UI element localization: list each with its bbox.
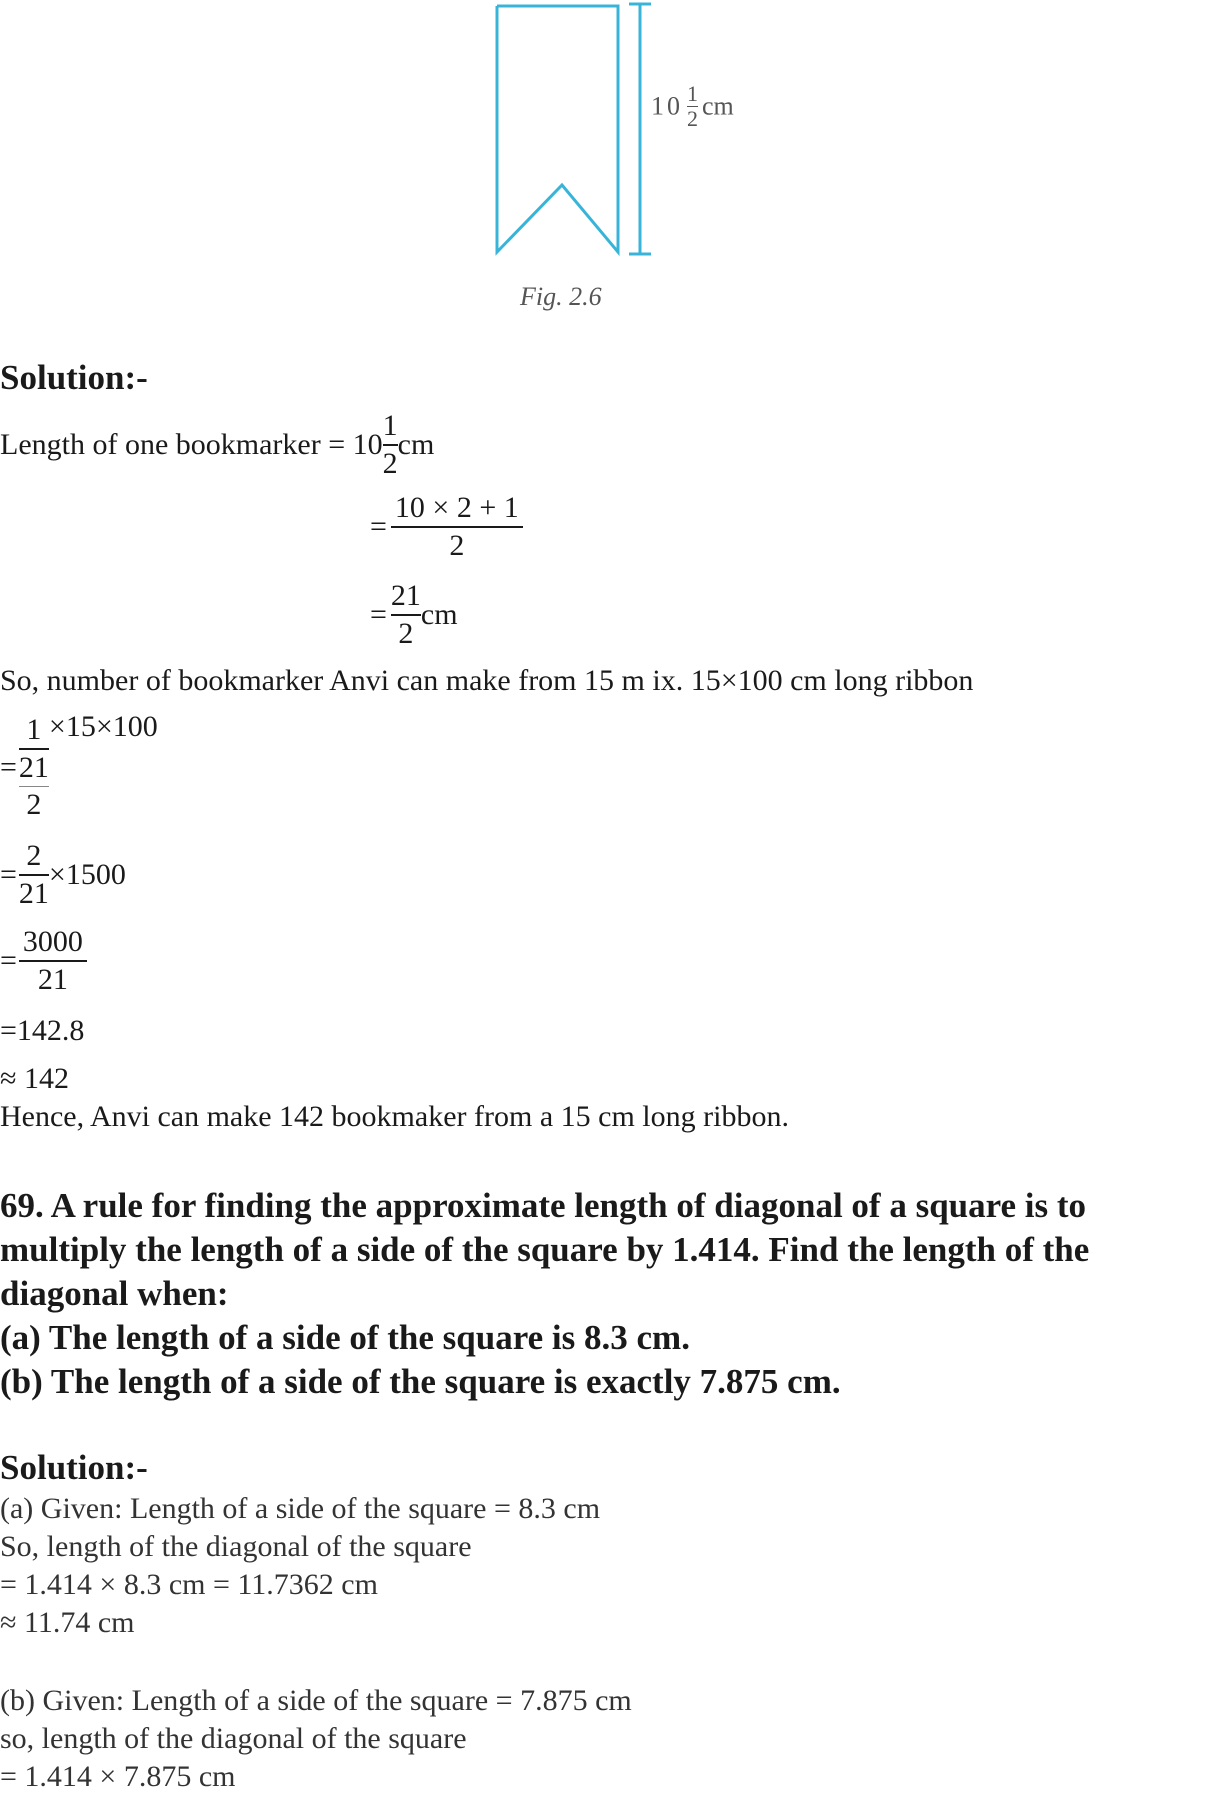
calc1-inner-num: 21 — [18, 751, 49, 784]
bookmark-shape — [497, 6, 618, 252]
step3-den: 2 — [398, 617, 414, 650]
dimension-line — [629, 4, 651, 254]
dimension-num: 1 — [687, 81, 698, 106]
calc1-complex-den — [19, 750, 49, 823]
step2-eq: = — [370, 510, 387, 543]
length-label: Length of one bookmarker = — [0, 428, 346, 461]
bookmark-figure — [480, 0, 780, 270]
calc3-num: 3000 — [22, 925, 83, 958]
sol2-b-line-1: (b) Given: Length of a side of the square = 7.875 cm — [0, 1684, 632, 1717]
sol2-a-line-3: = 1.414 × 8.3 cm = 11.7362 cm — [0, 1568, 378, 1601]
step3-unit: cm — [420, 598, 458, 631]
so-line: So, number of bookmarker Anvi can make from 15 m ix. 15×100 cm long ribbon — [0, 664, 974, 697]
sol2-a-line-4: ≈ 11.74 cm — [0, 1606, 135, 1639]
step3-fraction — [391, 578, 421, 652]
step3-line — [370, 578, 458, 652]
question-69-line-2: multiply the length of a side of the square by 1.414. Find the length of the — [0, 1230, 1090, 1269]
solution-heading-2: Solution:- — [0, 1448, 148, 1487]
length-unit: cm — [397, 428, 435, 461]
length-num: 1 — [382, 409, 398, 442]
step2-fraction — [391, 490, 523, 564]
calc2-line — [0, 838, 126, 912]
step3-num: 21 — [390, 579, 421, 612]
question-69-part-a: (a) The length of a side of the square is 8.3 cm. — [0, 1318, 690, 1357]
calc4-line: =142.8 — [0, 1014, 85, 1047]
sol2-b-line-3: = 1.414 × 7.875 cm — [0, 1760, 236, 1793]
calc1-line — [0, 712, 158, 823]
calc3-den: 21 — [37, 963, 68, 996]
question-69-part-b: (b) The length of a side of the square is exactly 7.875 cm. — [0, 1362, 841, 1401]
calc1-eq: = — [0, 750, 17, 784]
sol2-b-line-2: so, length of the diagonal of the square — [0, 1722, 467, 1755]
calc1-fraction — [19, 712, 49, 823]
step2-den: 2 — [449, 529, 465, 562]
step2-line — [370, 490, 523, 564]
length-fraction — [383, 408, 398, 482]
step2-num: 10 × 2 + 1 — [394, 491, 519, 524]
dimension-fraction — [687, 82, 698, 131]
calc2-den: 21 — [18, 877, 49, 910]
conclusion-line: Hence, Anvi can make 142 bookmaker from a 15 cm long ribbon. — [0, 1100, 789, 1133]
calc1-num: 1 — [26, 713, 42, 746]
calc1-tail: ×15×100 — [48, 710, 158, 744]
solution-heading-1: Solution:- — [0, 358, 148, 397]
sol2-a-line-1: (a) Given: Length of a side of the square = 8.3 cm — [0, 1492, 601, 1525]
figure-caption: Fig. 2.6 — [520, 282, 602, 311]
calc3-eq: = — [0, 944, 17, 977]
dimension-label — [651, 82, 734, 131]
question-69-line-3: diagonal when: — [0, 1274, 229, 1313]
calc2-tail: ×1500 — [48, 858, 126, 891]
dimension-den: 2 — [687, 106, 698, 131]
bookmark-length-line — [0, 408, 434, 482]
sol2-a-line-2: So, length of the diagonal of the square — [0, 1530, 472, 1563]
calc1-inner-den: 2 — [26, 788, 42, 821]
calc2-eq: = — [0, 858, 17, 891]
calc3-fraction — [19, 924, 87, 998]
question-69-line-1: 69. A rule for finding the approximate length of diagonal of a square is to — [0, 1186, 1087, 1225]
calc5-line: ≈ 142 — [0, 1062, 69, 1095]
calc2-num: 2 — [26, 839, 42, 872]
dimension-unit: cm — [702, 91, 734, 121]
step3-eq: = — [370, 598, 387, 631]
calc2-fraction — [19, 838, 49, 912]
calc3-line — [0, 924, 87, 998]
dimension-whole: 10 — [651, 91, 683, 121]
length-whole: 10 — [352, 428, 383, 461]
length-den: 2 — [382, 447, 398, 480]
